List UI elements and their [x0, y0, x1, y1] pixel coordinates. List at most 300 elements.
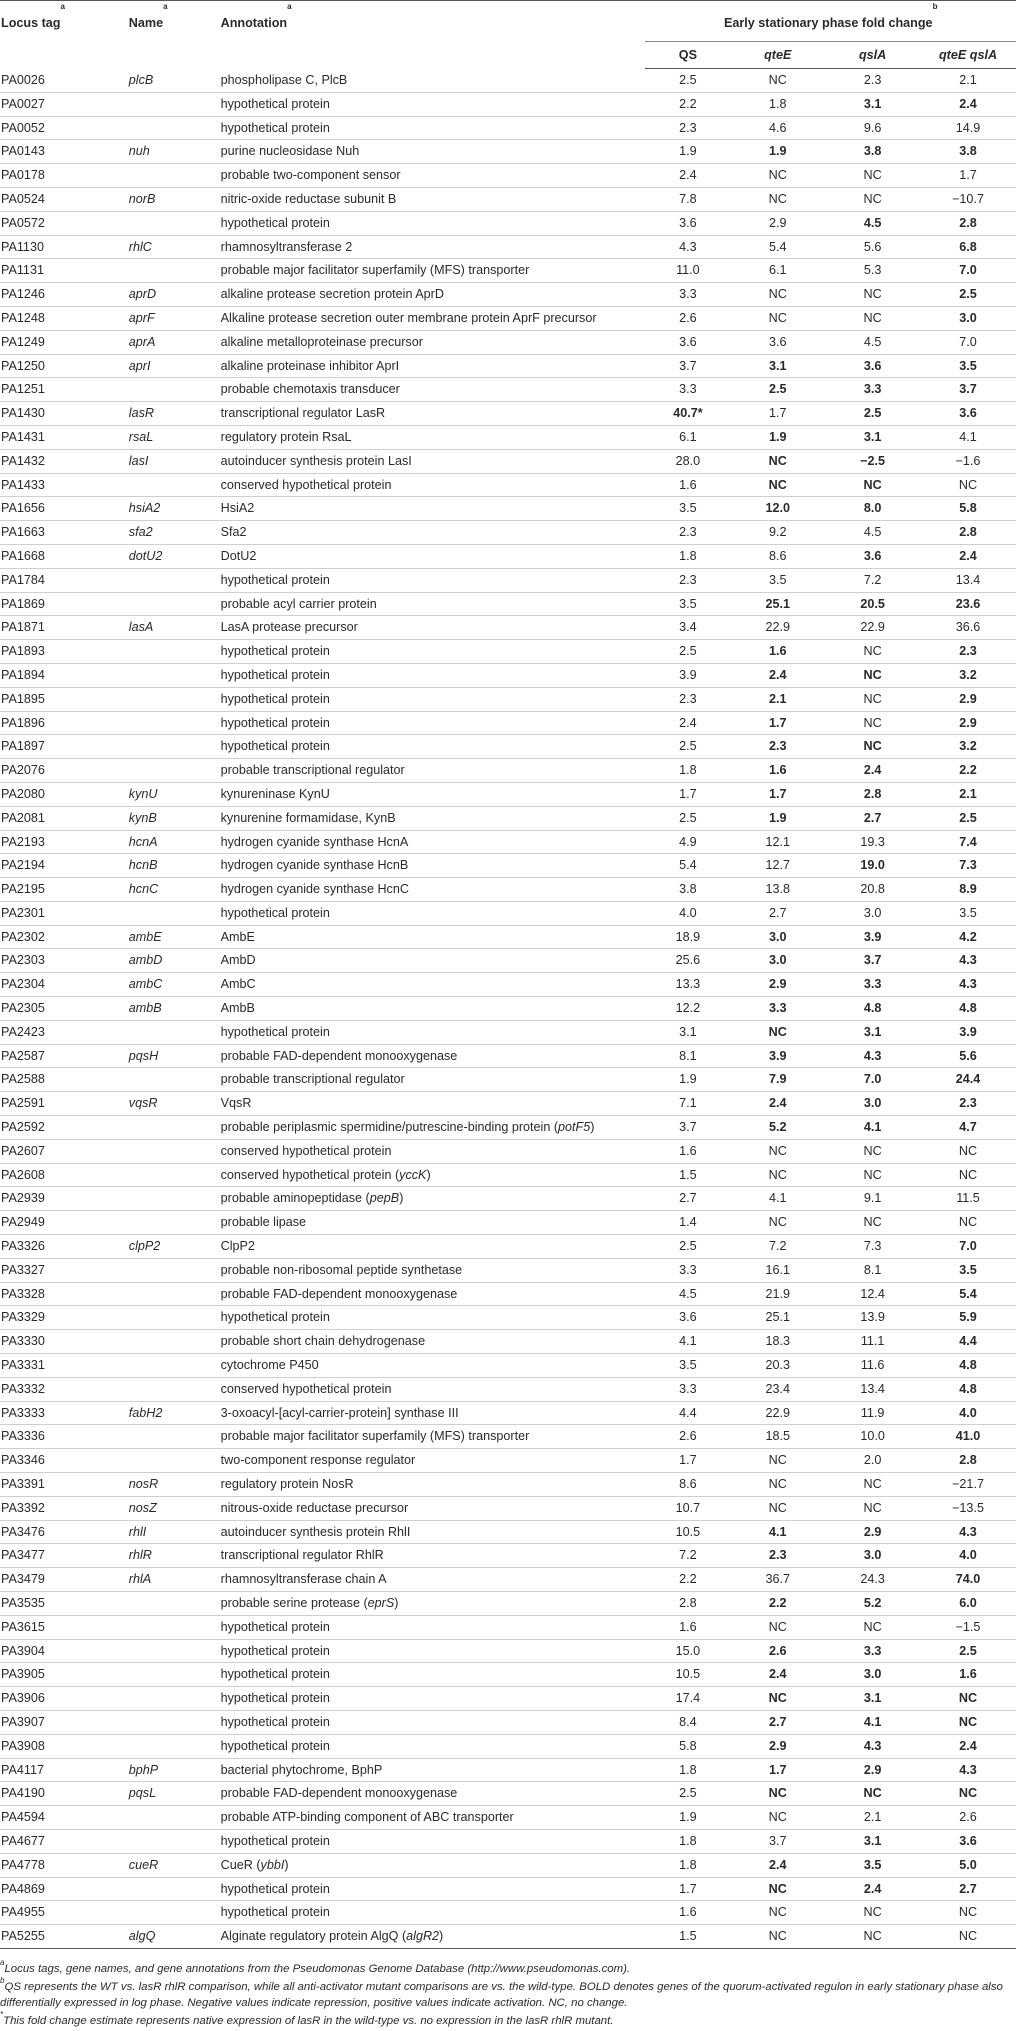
qsla-value-cell: 3.6: [863, 358, 882, 373]
qtee-qsla-value-cell: 41.0: [955, 1429, 981, 1444]
gene-name-cell: kynU: [128, 786, 158, 801]
qtee-qsla-value-cell: 7.4: [959, 834, 977, 849]
qtee-value-cell: NC: [768, 1786, 787, 1801]
qsla-value-cell: 3.3: [863, 1643, 882, 1658]
locus-tag-cell: PA2587: [1, 1048, 45, 1063]
qs-value-cell: 1.5: [679, 1167, 697, 1182]
qtee-value-cell: NC: [768, 73, 787, 87]
annotation-cell: [221, 759, 646, 783]
qsla-value-cell: 20.8: [860, 882, 885, 897]
annotation-cell: [221, 592, 646, 616]
gene-name-cell: [129, 1592, 221, 1616]
gene-name-cell: clpP2: [128, 1239, 161, 1254]
qtee-value-cell: 12.0: [765, 501, 791, 516]
qtee-qsla-value-cell: 4.3: [959, 953, 977, 968]
table-row: [0, 1163, 1016, 1187]
qs-value-cell: 1.7: [679, 786, 697, 801]
gene-name-cell: [129, 1282, 221, 1306]
locus-tag-cell: PA3346: [1, 1453, 45, 1468]
locus-tag-cell: PA2080: [1, 786, 45, 801]
locus-tag-cell: PA3326: [1, 1239, 45, 1254]
annotation-text: hypothetical protein: [220, 644, 330, 659]
qsla-value-cell: 2.1: [863, 1810, 882, 1825]
annotation-text: conserved hypothetical protein: [220, 477, 392, 492]
qs-value-cell: 10.5: [675, 1524, 701, 1539]
table-row: [0, 473, 1016, 497]
annotation-cell: [221, 1663, 646, 1687]
annotation-text: hypothetical protein: [220, 1691, 330, 1706]
gene-name-cell: rhlR: [128, 1548, 152, 1563]
gene-name-cell: aprD: [128, 287, 157, 302]
qtee-qsla-value-cell: 2.4: [959, 96, 977, 111]
gene-name-cell: [129, 1687, 221, 1711]
annotation-cell: [221, 1235, 646, 1259]
qtee-qsla-value-cell: 8.9: [959, 882, 977, 897]
gene-name-cell: rsaL: [128, 429, 154, 444]
qs-value-cell: 2.4: [679, 715, 697, 730]
locus-tag-cell: PA4117: [1, 1762, 44, 1777]
qs-value-cell: 1.6: [679, 1619, 697, 1634]
table-row: [0, 116, 1016, 140]
qtee-qsla-value-cell: 3.2: [959, 667, 977, 682]
annotation-cell: [221, 1734, 646, 1758]
qtee-value-cell: NC: [768, 168, 787, 183]
qtee-value-cell: 16.1: [765, 1262, 791, 1277]
qtee-value-cell: 2.5: [769, 382, 787, 397]
locus-tag-cell: PA2193: [1, 834, 45, 849]
table-row: [0, 1116, 1016, 1140]
table-row: [0, 568, 1016, 592]
locus-tag-cell: PA2949: [1, 1215, 45, 1230]
qs-value-cell: 10.7: [675, 1500, 701, 1515]
qsla-value-cell: NC: [863, 715, 882, 730]
qtee-value-cell: 2.4: [769, 1096, 787, 1111]
locus-tag-cell: PA3392: [1, 1500, 45, 1515]
annotation-text: hypothetical protein: [220, 691, 330, 706]
annotation-cell: [221, 164, 646, 188]
qtee-qsla-value-cell: 3.2: [959, 739, 977, 754]
qtee-qsla-value-cell: 5.8: [959, 501, 977, 516]
qtee-qsla-value-cell: 2.5: [959, 287, 977, 302]
qs-value-cell: 3.3: [679, 382, 697, 397]
qs-value-cell: 2.3: [679, 120, 697, 135]
locus-tag-cell: PA3477: [1, 1548, 45, 1563]
qtee-value-cell: 7.9: [769, 1072, 787, 1087]
table-row: [0, 711, 1016, 735]
qtee-value-cell: 5.4: [769, 239, 787, 254]
locus-tag-cell: PA2591: [1, 1096, 45, 1111]
annotation-cell: [221, 1258, 646, 1282]
annotation-text: probable transcriptional regulator: [220, 1072, 405, 1087]
gene-name-cell: [129, 687, 221, 711]
table-row: [0, 235, 1016, 259]
qtee-value-cell: 4.1: [769, 1524, 787, 1539]
qtee-qsla-value-cell: 5.6: [959, 1048, 977, 1063]
gene-name-cell: [129, 1211, 221, 1235]
annotation-text-after: ): [394, 1596, 399, 1610]
qs-value-cell: 11.0: [676, 263, 700, 278]
qsla-value-cell: NC: [863, 477, 882, 492]
qtee-qsla-value-cell: 11.5: [956, 1191, 980, 1206]
qtee-value-cell: 3.1: [769, 358, 787, 373]
qs-value-cell: 3.7: [679, 358, 697, 373]
qsla-value-cell: 8.1: [863, 1262, 882, 1277]
annotation-text: 3-oxoacyl-[acyl-carrier-protein] synthase III: [220, 1405, 459, 1420]
table-row: [0, 164, 1016, 188]
qs-value-cell: 17.4: [675, 1691, 701, 1706]
annotation-text: kynureninase KynU: [220, 786, 330, 801]
qtee-value-cell: 4.6: [769, 120, 787, 135]
qsla-value-cell: 3.1: [863, 1024, 882, 1039]
gene-name-cell: rhlC: [128, 239, 152, 254]
annotation-cell: [221, 616, 646, 640]
annotation-text: probable major facilitator superfamily (MFS) transporter: [220, 1429, 530, 1444]
gene-name-cell: [129, 1425, 221, 1449]
annotation-text: probable chemotaxis transducer: [220, 382, 400, 397]
qsla-value-cell: 12.4: [860, 1286, 885, 1301]
locus-tag-cell: PA1249: [1, 334, 45, 349]
gene-name-cell: [129, 164, 221, 188]
table-row: [0, 592, 1016, 616]
header-qsla: qslA: [825, 42, 920, 69]
locus-tag-cell: PA2423: [1, 1024, 45, 1039]
gene-name-cell: rhlA: [128, 1572, 152, 1587]
qs-value-cell: 2.2: [679, 96, 697, 111]
gene-name-cell: [129, 1449, 221, 1473]
qsla-value-cell: 7.3: [863, 1239, 882, 1254]
annotation-cell: [221, 235, 646, 259]
annotation-text: bacterial phytochrome, BphP: [220, 1762, 383, 1777]
gene-name-cell: algQ: [128, 1929, 156, 1944]
gene-name-cell: [129, 1615, 221, 1639]
annotation-text: AmbC: [220, 977, 256, 992]
table-row: [0, 1425, 1016, 1449]
footnote-star: [0, 2010, 1014, 2029]
qs-value-cell: 2.4: [679, 168, 697, 183]
table-row: [0, 259, 1016, 283]
footnote-a-text: Locus tags, gene names, and gene annotations from the Pseudomonas Genome Database (http://www.pseudomonas.com).: [4, 1963, 631, 1975]
annotation-cell: [221, 711, 646, 735]
qtee-qsla-value-cell: −1.6: [955, 453, 981, 468]
gene-name-cell: aprI: [128, 358, 151, 373]
qs-value-cell: 3.3: [679, 1381, 697, 1396]
annotation-text: autoinducer synthesis protein RhlI: [220, 1524, 411, 1539]
annotation-text: hypothetical protein: [220, 1905, 330, 1920]
qs-value-cell: 3.5: [679, 1358, 697, 1373]
table-row: [0, 663, 1016, 687]
table-row: [0, 1449, 1016, 1473]
gene-name-cell: [129, 1663, 221, 1687]
qtee-qsla-value-cell: 4.3: [959, 977, 977, 992]
qtee-value-cell: 18.5: [765, 1429, 791, 1444]
table-row: [0, 1568, 1016, 1592]
qs-value-cell: 12.2: [675, 1001, 701, 1016]
qs-value-cell: 3.8: [679, 882, 697, 897]
annotation-cell: [221, 1282, 646, 1306]
qtee-qsla-value-cell: 2.9: [959, 715, 977, 730]
qs-value-cell: 1.8: [679, 1833, 697, 1848]
footnote-a-sup: a: [0, 1958, 5, 1967]
locus-tag-cell: PA0178: [1, 168, 45, 183]
annotation-text: regulatory protein RsaL: [220, 429, 352, 444]
table-row: [0, 1544, 1016, 1568]
header-qtee-qsla: qteE qslA: [920, 42, 1016, 69]
annotation-text: AmbE: [220, 929, 255, 944]
table-row: [0, 1068, 1016, 1092]
table-row: [0, 1187, 1016, 1211]
gene-name-cell: [129, 1901, 221, 1925]
qtee-qsla-value-cell: 2.5: [959, 1643, 977, 1658]
qsla-value-cell: NC: [863, 1500, 882, 1515]
qsla-value-cell: 4.5: [863, 525, 882, 540]
locus-tag-cell: PA3330: [1, 1334, 45, 1349]
annotation-text: transcriptional regulator RhlR: [220, 1548, 384, 1563]
qtee-value-cell: 2.6: [769, 1643, 787, 1658]
qtee-qsla-value-cell: 1.7: [959, 168, 977, 183]
gene-name-cell: [129, 1020, 221, 1044]
qsla-value-cell: 3.1: [863, 96, 882, 111]
locus-tag-cell: PA4955: [1, 1905, 45, 1920]
qtee-value-cell: 1.6: [769, 644, 787, 659]
locus-tag-cell: PA0027: [1, 96, 45, 111]
locus-tag-cell: PA3331: [1, 1358, 45, 1373]
qs-value-cell: 5.4: [679, 858, 697, 873]
header-name: [129, 1, 221, 69]
annotation-text: rhamnosyltransferase chain A: [220, 1572, 387, 1587]
annotation-gene: ybbI: [260, 1857, 285, 1872]
table-row: [0, 378, 1016, 402]
gene-name-cell: nosZ: [128, 1500, 157, 1515]
qsla-value-cell: 2.8: [863, 786, 882, 801]
qsla-value-cell: 4.5: [863, 215, 882, 230]
qs-value-cell: 4.5: [679, 1286, 697, 1301]
qtee-value-cell: 2.9: [769, 1738, 787, 1753]
qs-value-cell: 1.8: [679, 763, 697, 778]
qs-value-cell: 8.4: [679, 1714, 697, 1729]
locus-tag-cell: PA3329: [1, 1310, 45, 1325]
annotation-text: alkaline metalloproteinase precursor: [220, 334, 423, 349]
qtee-value-cell: 3.0: [769, 953, 787, 968]
annotation-text: hypothetical protein: [220, 572, 330, 587]
qs-value-cell: 3.4: [679, 620, 697, 635]
table-row: [0, 521, 1016, 545]
locus-tag-cell: PA3336: [1, 1429, 45, 1444]
locus-tag-cell: PA1894: [1, 667, 45, 682]
annotation-text: hydrogen cyanide synthase HcnC: [220, 882, 409, 897]
qtee-qsla-value-cell: 2.5: [959, 810, 977, 825]
annotation-text: probable ATP-binding component of ABC transporter: [220, 1810, 514, 1825]
qs-value-cell: 3.9: [679, 667, 697, 682]
annotation-cell: [221, 1901, 646, 1925]
locus-tag-cell: PA1250: [1, 358, 45, 373]
locus-tag-cell: PA3615: [1, 1619, 45, 1634]
annotation-cell: [221, 687, 646, 711]
qtee-qsla-value-cell: 3.8: [959, 144, 977, 159]
annotation-cell: [221, 1377, 646, 1401]
locus-tag-cell: PA2592: [1, 1120, 45, 1135]
annotation-cell: [221, 1710, 646, 1734]
annotation-text: hypothetical protein: [220, 1833, 330, 1848]
annotation-cell: [221, 1615, 646, 1639]
annotation-text: Alkaline protease secretion outer membrane protein AprF precursor: [220, 310, 597, 325]
gene-name-cell: hcnB: [128, 858, 158, 873]
qtee-value-cell: 5.2: [769, 1120, 787, 1135]
qsla-value-cell: 4.1: [863, 1120, 882, 1135]
qs-value-cell: 2.5: [679, 1239, 697, 1254]
qtee-value-cell: NC: [768, 1024, 787, 1039]
annotation-cell: [221, 1496, 646, 1520]
table-row: [0, 283, 1016, 307]
qsla-value-cell: 7.0: [863, 1072, 882, 1087]
gene-name-cell: rhlI: [128, 1524, 147, 1539]
annotation-text: hypothetical protein: [220, 1667, 330, 1682]
annotation-cell: [221, 402, 646, 426]
qtee-value-cell: 2.2: [769, 1596, 787, 1610]
qsla-value-cell: NC: [863, 191, 882, 206]
annotation-cell: [221, 1401, 646, 1425]
qtee-qsla-value-cell: 4.1: [959, 429, 977, 444]
qtee-value-cell: 1.7: [769, 786, 787, 801]
annotation-cell: [221, 1187, 646, 1211]
qtee-qsla-value-cell: 74.0: [955, 1572, 981, 1587]
qtee-qsla-value-cell: −21.7: [952, 1477, 984, 1492]
gene-name-cell: ambD: [128, 953, 163, 968]
gene-name-cell: [129, 1829, 221, 1853]
annotation-cell: [221, 830, 646, 854]
gene-name-cell: norB: [128, 191, 156, 206]
annotation-text: regulatory protein NosR: [220, 1477, 354, 1492]
qtee-qsla-value-cell: 4.8: [959, 1001, 977, 1016]
qs-value-cell: 2.5: [679, 73, 697, 87]
locus-tag-cell: PA1433: [1, 477, 45, 492]
annotation-text: two-component response regulator: [220, 1453, 416, 1468]
qsla-value-cell: 3.0: [863, 905, 882, 920]
table-row: [0, 782, 1016, 806]
header-locus-tag: [0, 1, 129, 69]
locus-tag-cell: PA1248: [1, 310, 45, 325]
header-annotation-label: Annotation: [220, 16, 288, 30]
qsla-value-cell: 3.8: [863, 144, 882, 159]
table-row: [0, 830, 1016, 854]
gene-name-cell: [129, 1639, 221, 1663]
qtee-value-cell: NC: [768, 477, 787, 492]
table-row: [0, 1901, 1016, 1925]
qtee-qsla-value-cell: 2.8: [959, 215, 977, 230]
qs-value-cell: 3.7: [679, 1120, 697, 1135]
qsla-value-cell: 19.3: [860, 834, 885, 849]
annotation-cell: [221, 949, 646, 973]
annotation-cell: [221, 1068, 646, 1092]
locus-tag-cell: PA0524: [1, 191, 45, 206]
qtee-value-cell: NC: [768, 1477, 787, 1492]
table-row: [0, 69, 1016, 93]
qsla-value-cell: 3.0: [863, 1667, 882, 1682]
qtee-value-cell: 13.8: [765, 882, 791, 897]
gene-name-cell: cueR: [128, 1857, 159, 1872]
table-row: [0, 425, 1016, 449]
locus-tag-cell: PA2303: [1, 953, 45, 968]
locus-tag-cell: PA1663: [1, 525, 45, 540]
gene-name-cell: kynB: [128, 810, 157, 825]
qsla-value-cell: 2.5: [863, 406, 882, 421]
table-row: [0, 1282, 1016, 1306]
qtee-qsla-value-cell: 2.4: [959, 1738, 977, 1753]
qs-value-cell: 2.3: [679, 572, 697, 587]
annotation-text-after: ): [284, 1857, 289, 1872]
qs-value-cell: 2.5: [679, 739, 697, 754]
table-row: [0, 997, 1016, 1021]
annotation-cell: [221, 1163, 646, 1187]
locus-tag-cell: PA0572: [1, 215, 45, 230]
qs-value-cell: 4.4: [679, 1405, 697, 1420]
qtee-qsla-value-cell: NC: [958, 1215, 978, 1230]
gene-name-cell: [129, 1734, 221, 1758]
qs-value-cell: 15.0: [675, 1643, 701, 1658]
locus-tag-cell: PA3391: [1, 1477, 45, 1492]
annotation-text: alkaline protease secretion protein AprD: [220, 287, 444, 302]
qtee-value-cell: 12.1: [765, 834, 791, 849]
annotation-cell: [221, 1806, 646, 1830]
table-row: [0, 1258, 1016, 1282]
annotation-text-after: ): [399, 1191, 404, 1206]
table-row: [0, 1829, 1016, 1853]
annotation-text: conserved hypothetical protein: [220, 1143, 392, 1158]
table-row: [0, 1092, 1016, 1116]
annotation-text: VqsR: [220, 1096, 252, 1111]
qs-value-cell: 3.3: [679, 1262, 697, 1277]
annotation-cell: [221, 640, 646, 664]
table-row: [0, 1806, 1016, 1830]
gene-name-cell: [129, 1139, 221, 1163]
qs-value-cell: 2.6: [679, 1429, 697, 1444]
qs-value-cell: 1.6: [679, 1905, 697, 1920]
qsla-value-cell: 9.6: [863, 120, 882, 135]
table-row: [0, 735, 1016, 759]
qtee-qsla-value-cell: NC: [958, 1143, 978, 1158]
locus-tag-cell: PA1897: [1, 739, 45, 754]
table-row: [0, 140, 1016, 164]
table-body: [0, 69, 1016, 1949]
qtee-value-cell: 9.2: [769, 525, 787, 540]
gene-name-cell: [129, 1330, 221, 1354]
qs-value-cell: 2.5: [679, 644, 697, 659]
locus-tag-cell: PA1871: [1, 620, 45, 635]
table-row: [0, 211, 1016, 235]
locus-tag-cell: PA1246: [1, 287, 45, 302]
locus-tag-cell: PA4778: [1, 1857, 45, 1872]
qtee-qsla-value-cell: NC: [958, 1714, 978, 1729]
locus-tag-cell: PA4677: [1, 1833, 45, 1848]
gene-name-cell: [129, 473, 221, 497]
table-row: [0, 1306, 1016, 1330]
annotation-cell: [221, 1473, 646, 1497]
qsla-value-cell: 13.4: [860, 1381, 885, 1396]
qtee-qsla-value-cell: 13.4: [955, 572, 981, 587]
table-row: [0, 1925, 1016, 1949]
locus-tag-cell: PA3906: [1, 1691, 45, 1706]
qs-value-cell: 3.6: [679, 1310, 697, 1325]
annotation-cell: [221, 259, 646, 283]
annotation-text: nitrous-oxide reductase precursor: [220, 1500, 409, 1515]
qtee-value-cell: 3.3: [769, 1001, 787, 1016]
annotation-cell: [221, 1354, 646, 1378]
header-row-1: [0, 1, 1016, 42]
footnote-b-sup: b: [0, 1976, 5, 1985]
annotation-text: hypothetical protein: [220, 1881, 330, 1896]
qtee-qsla-value-cell: NC: [958, 1691, 978, 1706]
qtee-value-cell: 2.7: [769, 1714, 787, 1729]
qsla-value-cell: NC: [863, 644, 882, 659]
